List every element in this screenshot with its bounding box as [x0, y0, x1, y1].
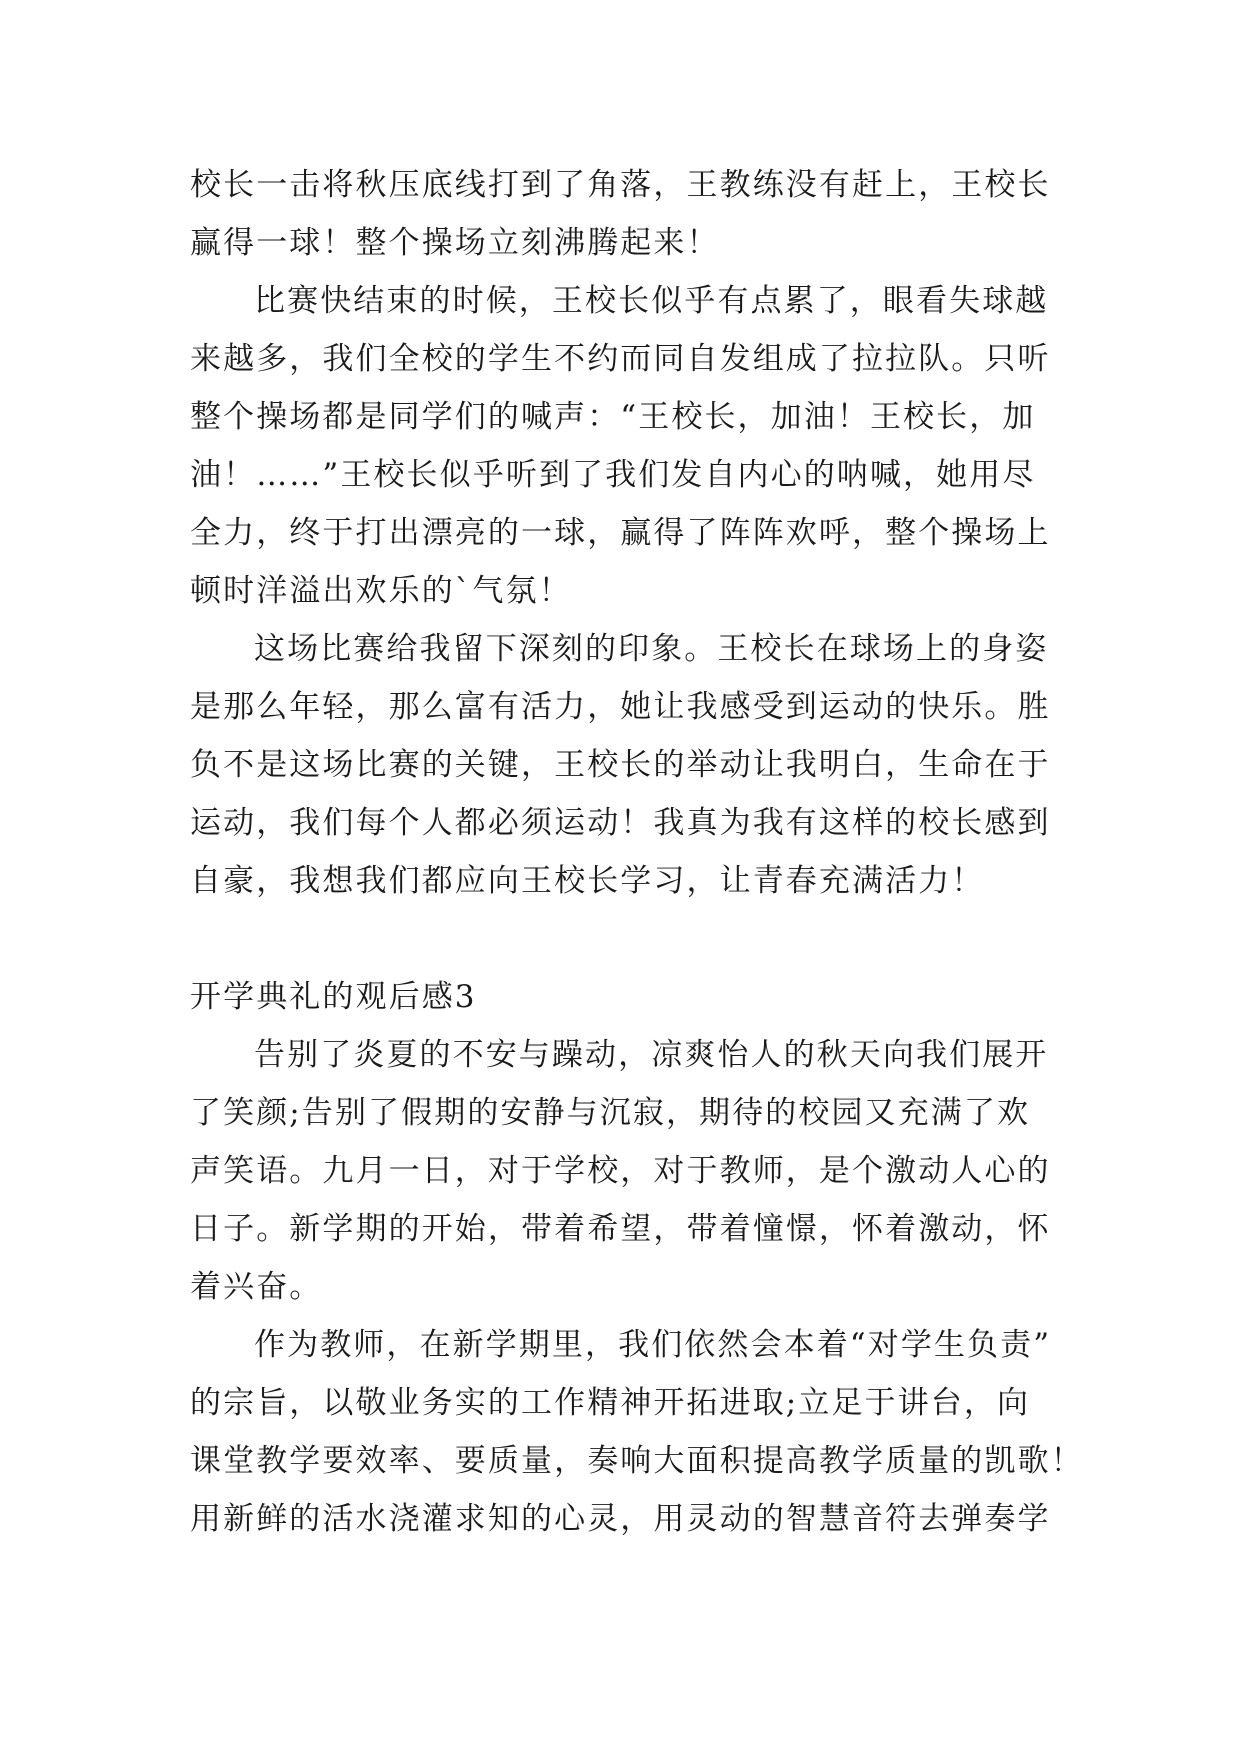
paragraph-line: 赢得一球！整个操场立刻沸腾起来！	[190, 225, 720, 261]
paragraph-line: 作为教师，在新学期里，我们依然会本着“对学生负责”	[254, 1327, 1052, 1363]
paragraph-line: 自豪，我想我们都应向王校长学习，让青春充满活力！	[190, 863, 985, 899]
paragraph-line: 日子。新学期的开始，带着希望，带着憧憬，怀着激动，怀	[190, 1211, 1051, 1247]
paragraph-line: 来越多，我们全校的学生不约而同自发组成了拉拉队。只听	[190, 341, 1051, 377]
paragraph-line: 是那么年轻，那么富有活力，她让我感受到运动的快乐。胜	[190, 689, 1051, 725]
paragraph-line: 整个操场都是同学们的喊声：“王校长，加油！王校长，加	[190, 399, 1036, 435]
paragraph-line: 这场比赛给我留下深刻的印象。王校长在球场上的身姿	[254, 631, 1049, 667]
paragraph-line: 的宗旨，以敬业务实的工作精神开拓进取;立足于讲台，向	[190, 1385, 1031, 1421]
paragraph-line: 运动，我们每个人都必须运动！我真为我有这样的校长感到	[190, 805, 1051, 841]
paragraph-line: 声笑语。九月一日，对于学校，对于教师，是个激动人心的	[190, 1153, 1051, 1189]
paragraph-line: 课堂教学要效率、要质量，奏响大面积提高教学质量的凯歌！	[190, 1443, 1084, 1479]
paragraph-line: 着兴奋。	[190, 1269, 323, 1305]
paragraph-line: 顿时洋溢出欢乐的`气氛！	[190, 573, 572, 609]
paragraph-line: 用新鲜的活水浇灌求知的心灵，用灵动的智慧音符去弹奏学	[190, 1501, 1051, 1537]
paragraph-line: 告别了炎夏的不安与躁动，凉爽怡人的秋天向我们展开	[254, 1037, 1049, 1073]
paragraph-line: 油！……”王校长似乎听到了我们发自内心的呐喊，她用尽	[190, 457, 1036, 493]
paragraph-line: 校长一击将秋压底线打到了角落，王教练没有赶上，王校长	[190, 167, 1051, 203]
paragraph-line: 负不是这场比赛的关键，王校长的举动让我明白，生命在于	[190, 747, 1051, 783]
paragraph-line: 了笑颜;告别了假期的安静与沉寂，期待的校园又充满了欢	[190, 1095, 1031, 1131]
paragraph-line: 比赛快结束的时候，王校长似乎有点累了，眼看失球越	[254, 283, 1049, 319]
paragraph-line: 全力，终于打出漂亮的一球，赢得了阵阵欢呼，整个操场上	[190, 515, 1051, 551]
section-heading: 开学典礼的观后感3	[190, 979, 477, 1015]
